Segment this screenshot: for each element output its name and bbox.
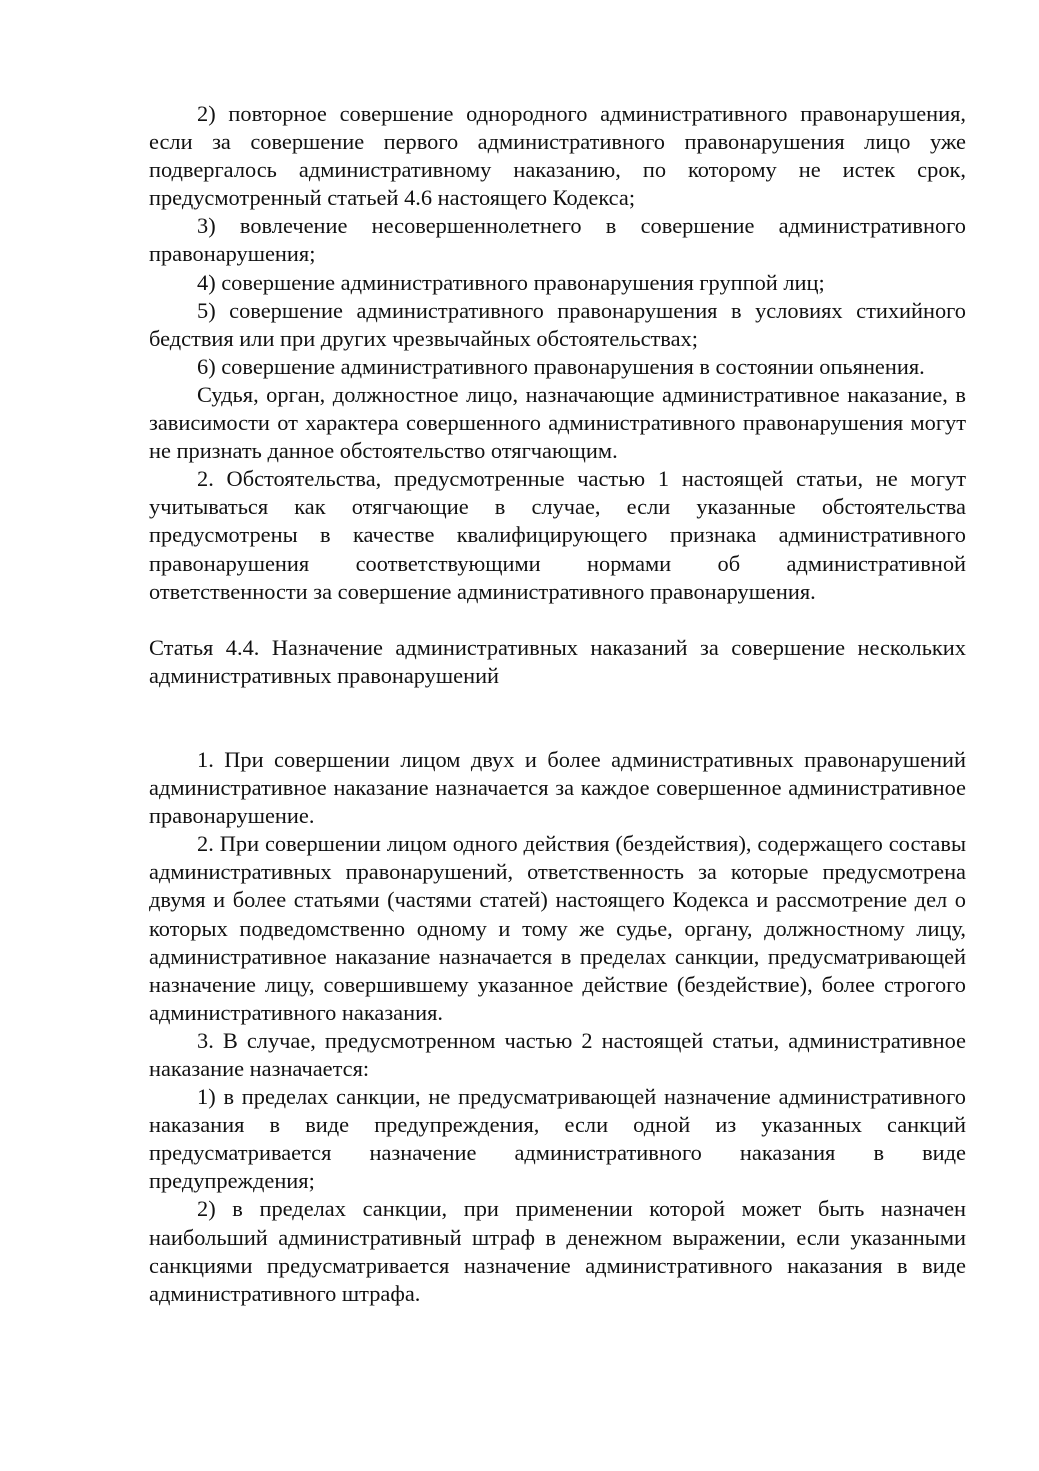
paragraph-item-6: 6) совершение административного правонарушения в состоянии опьянения. xyxy=(197,353,925,379)
paragraph-item-2: 2) повторное совершение однородного административного правонарушения, если за совершение первого административного правонарушения лицо уже подвергалось административному наказанию, по которому не истек срок, предусмотренный статьей 4.6 настоящего Кодекса; xyxy=(149,101,966,211)
paragraph-item-3: 3) вовлечение несовершеннолетнего в совершение административного правонарушения; xyxy=(149,213,966,267)
article-part-3: 3. В случае, предусмотренном частью 2 настоящей статьи, административное наказание назначается: xyxy=(149,1027,966,1081)
document-page xyxy=(149,100,966,1308)
paragraph-item-5: 5) совершение административного правонарушения в условиях стихийного бедствия или при других чрезвычайных обстоятельствах; xyxy=(149,297,966,351)
article-part-2: 2. При совершении лицом одного действия (бездействия), содержащего составы административных правонарушений, ответственность за которые предусмотрена двумя и более статьями (частями статей) настоящего Кодекса и рассмотрение дел о которых подведомственно одному и тому же судье, органу, должностному лицу, административное наказание назначается в пределах санкции, предусматривающей назначение лицу, совершившему указанное действие (бездействие), более строгого административного наказания. xyxy=(149,831,966,1025)
paragraph-judge-note: Судья, орган, должностное лицо, назначающие административное наказание, в зависимости от характера совершенного административного правонарушения могут не признать данное обстоятельство отягчающим. xyxy=(149,381,966,464)
article-part-3-item-2: 2) в пределах санкции, при применении которой может быть назначен наибольший административный штраф в денежном выражении, если указанными санкциями предусматривается назначение административного наказания в виде административного штрафа. xyxy=(149,1196,966,1306)
article-part-3-item-1: 1) в пределах санкции, не предусматривающей назначение административного наказания в виде предупреждения, если одной из указанных санкций предусматривается назначение административного наказания в виде предупреждения; xyxy=(149,1084,966,1194)
article-part-1: 1. При совершении лицом двух и более административных правонарушений административное наказание назначается за каждое совершенное административное правонарушение. xyxy=(149,746,966,829)
article-heading: Статья 4.4. Назначение административных наказаний за совершение нескольких административных правонарушений xyxy=(149,634,966,688)
paragraph-item-4: 4) совершение административного правонарушения группой лиц; xyxy=(197,269,825,295)
spacer xyxy=(149,606,966,634)
paragraph-part-2: 2. Обстоятельства, предусмотренные частью 1 настоящей статьи, не могут учитываться как отягчающие в случае, если указанные обстоятельства предусмотрены в качестве квалифицирующего признака административного правонарушения соответствующими нормами об административной ответственности за совершение административного правонарушения. xyxy=(149,466,966,604)
spacer xyxy=(149,690,966,746)
